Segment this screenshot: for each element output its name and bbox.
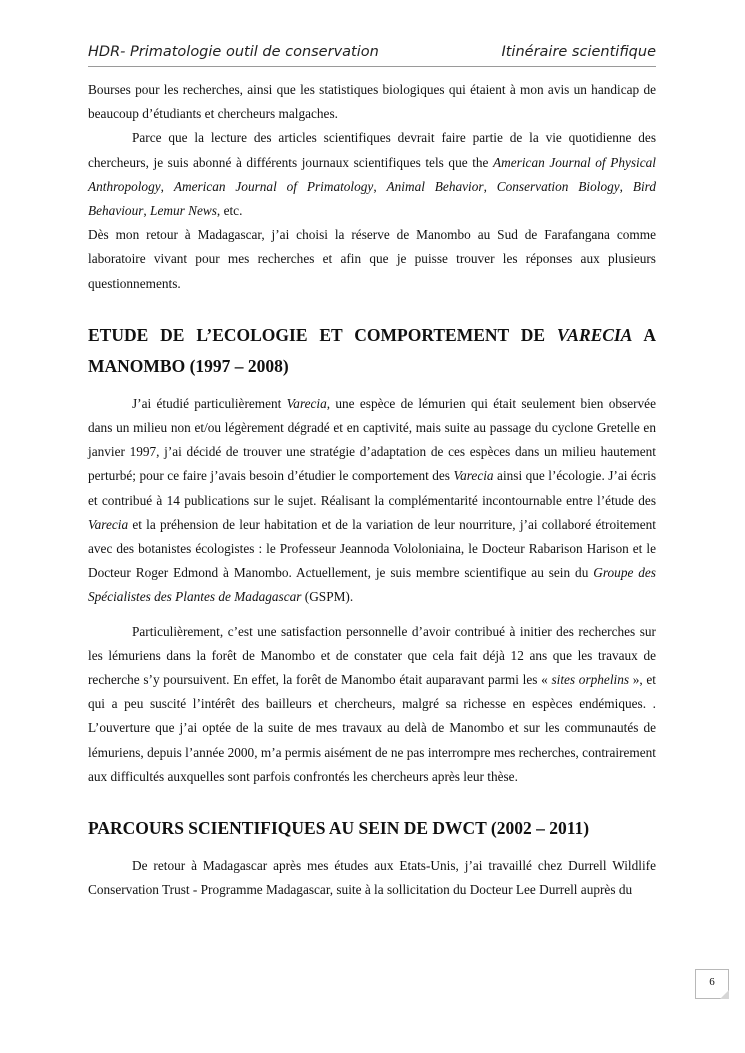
page-corner-fold-icon [720, 990, 729, 999]
page-number-box [695, 969, 729, 999]
journal-title: Animal Behavior [386, 178, 484, 194]
journal-title: Lemur News [150, 203, 217, 219]
ecology-paragraph-2: Particulièrement, c’est une satisfaction personnelle d’avoir contribué à initier des recherches sur les lémuriens dans la forêt de Manombo et de constater que cela fait déjà 12 ans que les travaux de recherche s’y poursuivent. En effet, la forêt de Manombo était auparavant parmi les « sites orphelins », et qui a peu suscité l’intérêt des bailleurs et chercheurs, malgré sa richesse en espèces endémiques. . L’ouverture que j’ai optée de la suite de mes travaux au delà de Manombo et sur les communautés de lémuriens, depuis l’année 2000, m’a permis aisément de ne pas interrompre mes recherches, contrairement aux difficultés auxquelles sont parfois confrontés les chercheurs après leur thèse. [88, 623, 656, 784]
intro-paragraph-3: Dès mon retour à Madagascar, j’ai choisi la réserve de Manombo au Sud de Farafangana comme laboratoire vivant pour mes recherches et afin que je puisse trouver les réponses aux plusieurs questionnements. [88, 227, 656, 291]
journal-title: Bird Behaviour [88, 178, 657, 219]
page-header [88, 44, 656, 67]
journal-title: American Journal of Physical Anthropology [88, 154, 656, 194]
ecology-paragraph-1: J’ai étudié particulièrement Varecia, une espèce de lémurien qui était seulement bien observée dans un milieu non et/ou légèrement dégradé et en captivité, mais suite au passage du cyclone Gretelle en janvier 1997, j’ai décidé de trouver une stratégie d’adaptation de ces espèces dans un milieu hautement perturbé; pour ce faire j’avais besoin d’étudier le comportement des Varecia ainsi que l’écologie. J’ai écris et contribué à 14 publications sur le sujet. Réalisant la complémentarité incontournable entre l’étude des Varecia et la préhension de leur habitation et de la variation de leur nourriture, j’ai collaboré étroitement avec des botanistes écologistes : le Professeur Jeannoda Vololoniaina, le Docteur Rabarison Harison et le Docteur Roger Edmond à Manombo. Actuellement, je suis membre scientifique au sein du Groupe des Spécialistes des Plantes de Madagascar (GSPM). [88, 395, 656, 605]
header-document-title: HDR- Primatologie outil de conservation [88, 44, 379, 60]
journal-title: Conservation Biology [496, 178, 620, 194]
journal-title: American Journal of Primatology [173, 178, 374, 194]
header-section-title: Itinéraire scientifique [501, 44, 656, 60]
page-body [88, 78, 656, 902]
page-number: 6 [709, 976, 715, 988]
dwct-paragraph-1: De retour à Madagascar après mes études aux Etats-Unis, j’ai travaillé chez Durrell Wildlife Conservation Trust - Programme Madagascar, suite à la sollicitation du Docteur Lee Durrell auprès du [88, 858, 656, 898]
section-heading-dwct: PARCOURS SCIENTIFIQUES AU SEIN DE DWCT (2002 – 2011) [88, 818, 590, 839]
intro-paragraph-1: Bourses pour les recherches, ainsi que les statistiques biologiques qui étaient à mon avis un handicap de beaucoup d’étudiants et chercheurs malgaches. [88, 82, 656, 122]
intro-paragraph-2: Parce que la lecture des articles scientifiques devrait faire partie de la vie quotidienne des chercheurs, je suis abonné à différents journaux scientifiques tels que the American Journal of Physical Anthropology, American Journal of Primatology, Animal Behavior, Conservation Biology, Bird Behaviour, Lemur News, etc. [88, 130, 657, 219]
section-heading-ecology: ETUDE DE L’ECOLOGIE ET COMPORTEMENT DE VARECIA A MANOMBO (1997 – 2008) [88, 324, 656, 376]
